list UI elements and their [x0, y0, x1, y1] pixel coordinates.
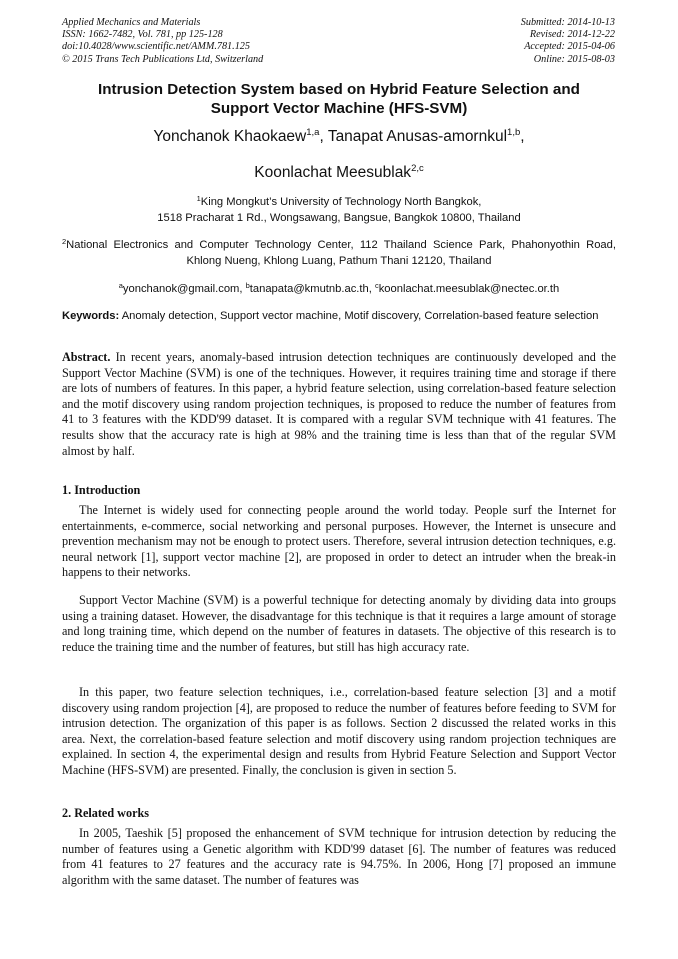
authors-line-2 — [62, 163, 616, 183]
author-name: Koonlachat Meesublak — [254, 164, 412, 181]
affiliation-mark: 2 — [62, 237, 67, 246]
copyright: © 2015 Trans Tech Publications Ltd, Switzerland — [62, 53, 264, 65]
email-separator: , — [368, 283, 375, 295]
journal-name: Applied Mechanics and Materials — [62, 17, 201, 28]
paragraph: In 2005, Taeshik [5] proposed the enhancement of SVM technique for intrusion detection by reducing the number of features using a Genetic algorithm with KDD'99 dataset [6]. The number of features was reduced from 41 features to 27 features and the accuracy rate is 94.75%. In 2006, Hong [7] proposed an immune algorithm with the same dataset. The number of features was — [62, 826, 616, 887]
paragraph: In this paper, two feature selection techniques, i.e., correlation-based feature selection [3] and a motif discovery using random projection [4], are proposed to reduce the number of features before feeding to SVM for intrusion detection. The organization of this paper is as follows. Section 2 discussed the related works in this area. Next, the correlation-based feature selection and motif discovery using random projection techniques are explained. In section 4, the experimental design and results from Hybrid Feature Selection and Support Vector Machine (HFS-SVM) are presented. Finally, the conclusion is given in section 5. — [62, 685, 616, 777]
paragraph: Support Vector Machine (SVM) is a powerful technique for detecting anomaly by dividing data into groups using a training dataset. However, the disadvantage for this technique is that it requires a large amount of storage and long training time, which depend on the number of features in datasets. The objective of this research is to reduce the training time and the number of features, but still has high accuracy rate. — [62, 593, 616, 654]
author-emails — [62, 281, 616, 297]
title-line-2: Support Vector Machine (HFS-SVM) — [210, 99, 468, 117]
section-heading-introduction: 1. Introduction — [62, 483, 141, 497]
abstract-text: In recent years, anomaly-based intrusion detection techniques are continuously developed and the Support Vector Machine (SVM) is one of the techniques. However, it requires training time and storage if there are lots of numbers of features. In this paper, a hybrid feature selection, using correlation-based feature selection and the motif discovery using random projection techniques, is proposed to reduce the number of features from 41 to 3 features with the KDD'99 dataset. It is compared with a regular SVM technique with 41 features. The results show that the accuracy rate is high at 98% and the training time is less than that of the regular SVM almost by half. — [62, 350, 616, 458]
doi-link[interactable]: doi:10.4028/www.scientific.net/AMM.781.125 — [62, 41, 250, 53]
authors-line-1 — [62, 127, 616, 147]
affiliation-1-line-1: King Mongkut’s University of Technology North Bangkok, — [200, 196, 482, 208]
email-mark: a — [118, 281, 123, 290]
paper-title — [62, 81, 616, 118]
email-separator: , — [239, 283, 246, 295]
section-heading-related-works: 2. Related works — [62, 806, 149, 820]
revised-date: Revised: 2014-12-22 — [529, 29, 615, 41]
author-name: Yonchanok Khaokaew — [153, 128, 307, 145]
affiliation-2-text: National Electronics and Computer Technology Center, 112 Thailand Science Park, Phahonyothin Road, Khlong Nueng, Khlong Luang, Pathum Thani 12120, Thailand — [66, 239, 616, 267]
submitted-date: Submitted: 2014-10-13 — [520, 17, 615, 28]
email-link[interactable]: tanapata@kmutnb.ac.th — [249, 283, 369, 295]
issn-volume: ISSN: 1662-7482, Vol. 781, pp 125-128 — [62, 29, 223, 41]
affiliation-1 — [62, 194, 616, 226]
affiliation-2 — [62, 237, 616, 269]
keywords-label: Keywords: — [62, 310, 120, 322]
title-line-1: Intrusion Detection System based on Hybrid Feature Selection and — [98, 81, 580, 98]
author-separator: , — [319, 128, 328, 145]
author-affiliation-mark: 1,b — [507, 127, 521, 138]
email-link[interactable]: yonchanok@gmail.com — [122, 283, 240, 295]
journal-info — [62, 17, 263, 66]
author-separator: , — [520, 128, 525, 145]
affiliation-1-line-2: 1518 Pracharat 1 Rd., Wongsawang, Bangsue, Bangkok 10800, Thailand — [157, 212, 521, 224]
publication-dates — [521, 17, 615, 66]
keywords-text: Anomaly detection, Support vector machine, Motif discovery, Correlation-based feature selection — [121, 310, 599, 322]
email-mark: c — [374, 281, 379, 290]
author-name: Tanapat Anusas-amornkul — [327, 128, 508, 145]
online-date: Online: 2015-08-03 — [533, 53, 615, 65]
accepted-date: Accepted: 2015-04-06 — [524, 41, 615, 53]
email-link[interactable]: koonlachat.meesublak@nectec.or.th — [378, 283, 560, 295]
paragraph: The Internet is widely used for connecting people around the world today. People surf the Internet for entertainments, e-commerce, social networking and personal purposes. However, the Internet is unsecure and prevention mechanism may not be enough to protect users. Therefore, several intrusion detection techniques, e.g. neural network [1], support vector machine [2], are proposed in order to detect an intruder when the break-in happens to their networks. — [62, 503, 616, 580]
keywords — [62, 310, 616, 324]
email-mark: b — [245, 281, 250, 290]
abstract-label: Abstract. — [62, 350, 111, 364]
author-affiliation-mark: 1,a — [306, 127, 320, 138]
author-affiliation-mark: 2,c — [411, 163, 424, 174]
abstract — [62, 350, 616, 459]
affiliation-mark: 1 — [196, 194, 201, 203]
